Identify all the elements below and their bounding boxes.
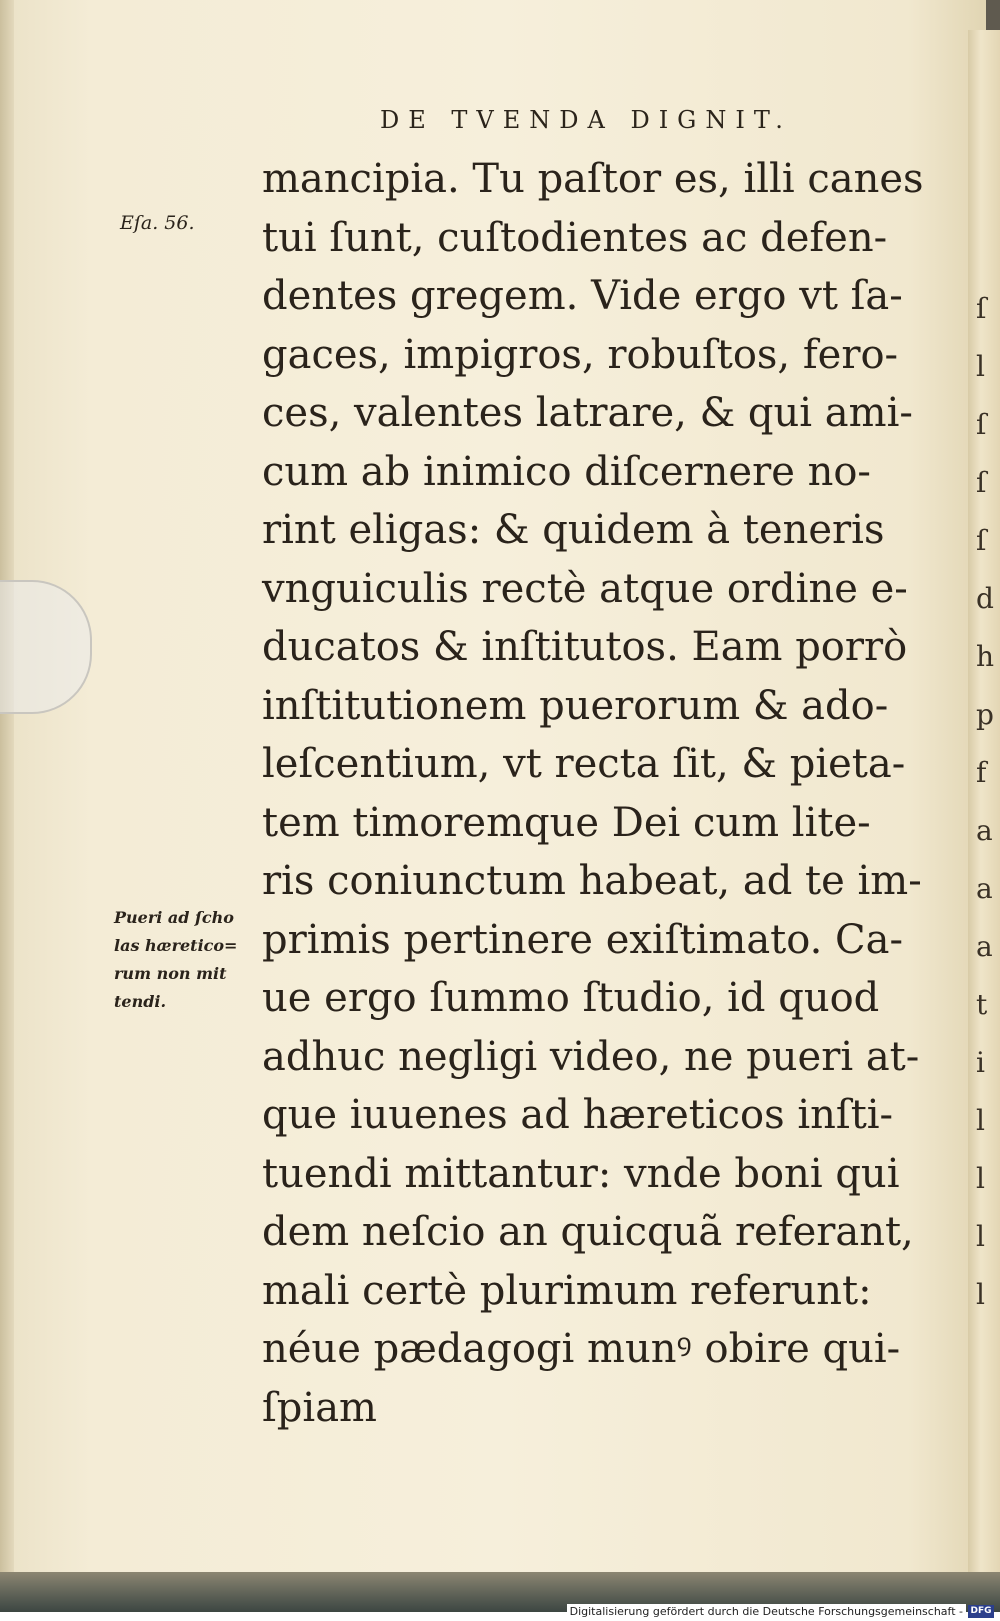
text-line: dem neſcio an quicquã referant, — [262, 1209, 914, 1255]
margin-note-line: Pueri ad ſcho — [114, 908, 234, 927]
running-head: DE TVENDA DIGNIT. — [380, 106, 792, 134]
facing-page-letter: l — [976, 1104, 985, 1137]
text-line: cum ab inimico diſcernere no- — [262, 448, 871, 495]
text-line: mancipia. Tu paſtor es, illi canes — [262, 156, 924, 202]
facing-page-letter: f — [976, 756, 987, 789]
text-line: adhuc negligi video, ne pueri at- — [262, 1033, 920, 1080]
facing-page-letter: h — [976, 640, 995, 673]
text-line: primis pertinere exiſtimato. Ca- — [262, 916, 904, 963]
text-line: tem timoremque Dei cum lite- — [262, 799, 871, 846]
text-line: inſtitutionem puerorum & ado- — [262, 682, 889, 729]
text-line: dentes gregem. Vide ergo vt ſa- — [262, 273, 903, 319]
text-line: ces, valentes latrare, & qui ami- — [262, 390, 913, 436]
facing-page-letter: l — [976, 1278, 985, 1311]
facing-page-letter: a — [976, 872, 993, 905]
facing-page-letter: a — [976, 930, 993, 963]
text-line: ducatos & inſtitutos. Eam porrò — [262, 624, 908, 670]
margin-note-esa: Eſa. 56. — [120, 212, 195, 234]
margin-note-pueri — [114, 904, 264, 1016]
facing-page-letter: ſ — [976, 408, 987, 441]
facing-page-letter: l — [976, 350, 985, 383]
dfg-logo: DFG — [968, 1605, 994, 1618]
text-line: gaces, impigros, robuſtos, fero- — [262, 331, 899, 378]
facing-page-letter: l — [976, 1162, 985, 1195]
text-line: rint eligas: & quidem à teneris — [262, 507, 885, 553]
text-line: ris coniunctum habeat, ad te im- — [262, 858, 922, 904]
facing-page-letter: p — [976, 698, 994, 731]
text-line: que iuuenes ad hæreticos inſti- — [262, 1092, 894, 1138]
text-line: mali certè plurimum referunt: — [262, 1267, 872, 1314]
facing-page-letter: ſ — [976, 292, 987, 325]
facing-page-letter: a — [976, 814, 993, 847]
margin-note-line: tendi. — [114, 992, 167, 1011]
text-line: tuendi mittantur: vnde boni qui — [262, 1150, 900, 1197]
text-line: ſpiam — [262, 1384, 377, 1431]
text-line: ue ergo ſummo ſtudio, id quod — [262, 975, 880, 1021]
margin-note-line: las hæretico= — [114, 936, 238, 955]
facing-page-letter: d — [976, 582, 994, 615]
text-line: néue pædagogi munꝰ obire qui- — [262, 1326, 901, 1372]
text-line: vnguiculis rectè atque ordine e- — [262, 565, 908, 612]
facing-page-letter: ſ — [976, 524, 987, 557]
digitization-credit: Digitalisierung gefördert durch die Deutsche Forschungsgemeinschaft - — [567, 1604, 966, 1620]
main-text — [262, 150, 922, 1437]
text-line: leſcentium, vt recta ſit, & pieta- — [262, 741, 906, 787]
facing-page-fragments — [976, 280, 1000, 1380]
text-line: tui ſunt, cuſtodientes ac defen- — [262, 214, 888, 261]
facing-page-letter: l — [976, 1220, 985, 1253]
facing-page-letter: ſ — [976, 466, 987, 499]
margin-note-line: rum non mit — [114, 964, 227, 983]
facing-page-letter: i — [976, 1046, 985, 1079]
facing-page-letter: t — [976, 988, 988, 1021]
